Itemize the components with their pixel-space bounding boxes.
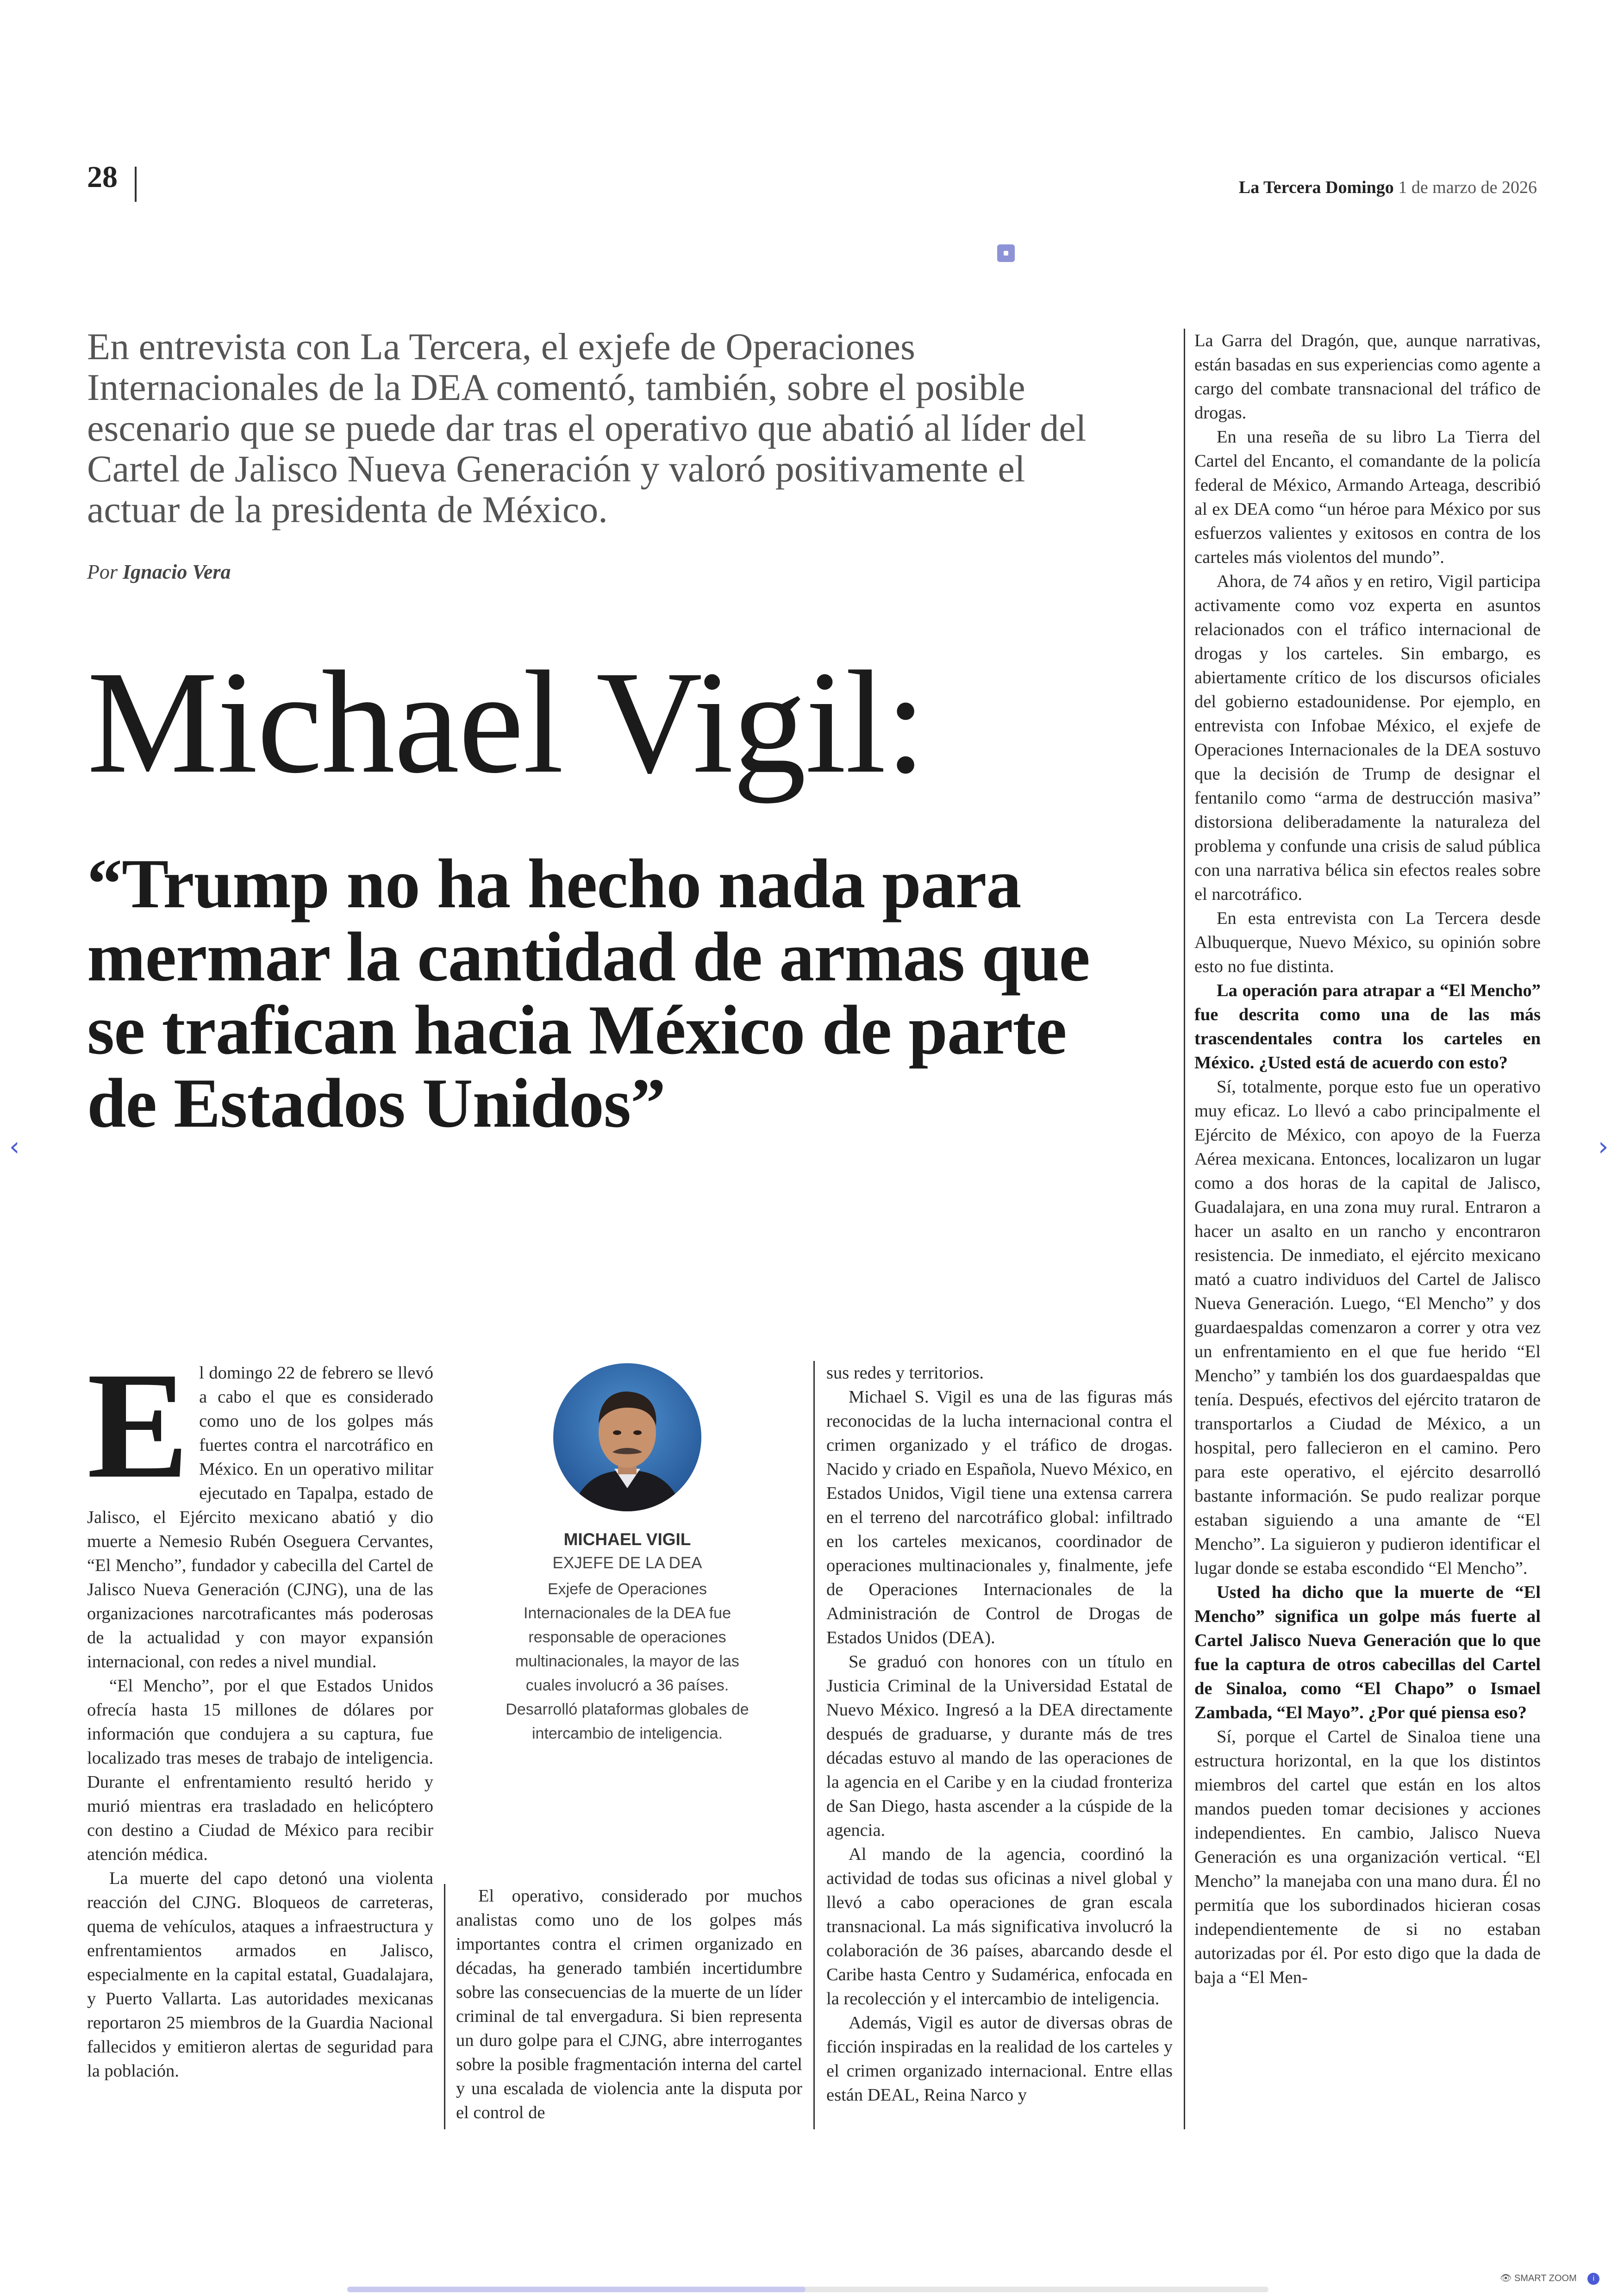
smart-zoom-label: SMART ZOOM — [1514, 2273, 1577, 2283]
eye-icon: 👁 — [1500, 2273, 1512, 2283]
paragraph: Ahora, de 74 años y en retiro, Vigil participa activamente como voz experta en asuntos relacionados con el tráfico internacional de drogas y los carteles. Sin embargo, es abiertamente crítico de los discursos oficiales del gobierno estadounidense. Por ejemplo, en entrevista con Infobae México, el exjefe de Operaciones Internacionales de la DEA sostuvo que la decisión de Trump de designar el fentanilo como “arma de destrucción masiva” distorsiona deliberadamente la naturaleza del problema y confunde una crisis de salud pública con una narrativa bélica sin efectos reales sobre el narcotráfico. — [1194, 572, 1541, 904]
column-divider — [444, 1884, 445, 2129]
headline: Michael Vigil: — [87, 641, 925, 804]
portrait-illustration — [553, 1363, 701, 1511]
paragraph: En una reseña de su libro La Tierra del Cartel del Encanto, el comandante de la policía federal de México, Armando Arteaga, describió al ex DEA como “un héroe para México por sus esfuerzos valientes y exitosos en contra de los carteles más violentos del mundo”. — [1194, 427, 1541, 567]
article-column-3 — [826, 1361, 1173, 2107]
publication-date: 1 de marzo de 2026 — [1398, 178, 1537, 197]
publication-name: La Tercera Domingo — [1238, 178, 1394, 197]
column-divider — [813, 1361, 815, 2129]
paragraph: Al mando de la agencia, coordinó la actividad de todas sus oficinas a nivel global y llevó a cabo operaciones de gran escala transnacional. La más significativa involucró la colaboración de 36 países, abarcando desde el Caribe hasta Centro y Sudamérica, enfocada en la recolección y el intercambio de inteligencia. — [826, 1845, 1173, 2008]
byline-prefix: Por — [87, 561, 118, 583]
info-icon[interactable]: i — [1587, 2273, 1599, 2285]
masthead — [1239, 177, 1537, 198]
interview-question: Usted ha dicho que la muerte de “El Mencho” significa un golpe más fuerte al Cartel Jalisco Nueva Generación que lo que fue la captura de otros cabecillas del Cartel de Sinaloa, como “El Chapo” o Ismael Zambada, “El Mayo”. ¿Por qué piensa eso? — [1194, 1583, 1541, 1722]
paragraph: La Garra del Dragón, que, aunque narrativas, están basadas en sus experiencias como agente a cargo del combate transnacional del tráfico de drogas. — [1194, 331, 1541, 423]
interview-question: La operación para atrapar a “El Mencho” fue descrita como una de las más trascendentales contra los carteles en México. ¿Usted está de acuerdo con esto? — [1194, 981, 1541, 1073]
profile-description: Exjefe de Operaciones Internacionales de la DEA fue responsable de operaciones multinacionales, la mayor de las cuales involucró a 36 países. Desarrolló plataformas globales de intercambio de inteligencia. — [506, 1580, 749, 1742]
byline — [87, 560, 231, 584]
profile-name: MICHAEL VIGIL — [563, 1530, 691, 1549]
page-marker-icon[interactable] — [997, 244, 1015, 262]
paragraph: En esta entrevista con La Tercera desde Albuquerque, Nuevo México, su opinión sobre esto no fue distinta. — [1194, 909, 1541, 976]
chevron-right-icon[interactable]: › — [1598, 1132, 1609, 1162]
interview-answer: Sí, totalmente, porque esto fue un operativo muy eficaz. Lo llevó a cabo principalmente el Ejército de México, con apoyo de la Fuerza Aérea mexicana. Entonces, localizaron un lugar como a dos horas de la capital de Jalisco, Guadalajara, en una zona muy rural. Entraron a hacer un asalto en un rancho y encontraron resistencia. De inmediato, el ejército mexicano mató a cuatro individuos del Cartel de Jalisco Nueva Generación. Luego, “El Mencho” y dos guardaespaldas comenzaron a correr y otra vez un enfrentamiento en el que fue herido “El Mencho” y también los dos guardaespaldas que tenía. Después, efectivos del ejército trataron de transportarlos a Ciudad de México, a un hospital, pero fallecieron en el camino. Pero para este operativo, el ejército desarrolló bastante información. Se pudo realizar porque estaban siguiendo a una amante de “El Mencho”. La siguieron y pudieron identificar el lugar donde se estaba escondido “El Mencho”. — [1194, 1077, 1541, 1578]
smart-zoom-control[interactable] — [1500, 2272, 1599, 2285]
pull-quote-headline: “Trump no ha hecho nada para mermar la cantidad de armas que se trafican hacia México de parte de Estados Unidos” — [87, 845, 1090, 1142]
portrait-photo — [553, 1363, 701, 1511]
paragraph: Se graduó con honores con un título en Justicia Criminal de la Universidad Estatal de Nuevo México. Ingresó a la DEA directamente después de graduarse, y durante más de tres décadas estuvo al mando de las operaciones de la agencia en el Caribe y en la ciudad fronteriza de San Diego, hasta ascender a la cúspide de la agencia. — [826, 1652, 1173, 1840]
interview-answer: Sí, porque el Cartel de Sinaloa tiene una estructura horizontal, en la que los distintos miembros del cartel que están en los altos mandos pueden tomar decisiones y acciones independientes. En cambio, Jalisco Nueva Generación es una organización vertical. “El Mencho” la manejaba con una mano dura. Él no permitía que los subordinados hicieran cosas independientemente de si no estaban autorizadas por él. Por esto digo que la dada de baja a “El Men- — [1194, 1727, 1541, 1987]
page-number-divider — [135, 167, 137, 202]
column-divider — [1184, 329, 1185, 2129]
paragraph: La muerte del capo detonó una violenta reacción del CJNG. Bloqueos de carreteras, quema de vehículos, ataques a infraestructura y enfrentamientos armados en Jalisco, especialmente en la capital estatal, Guadalajara, y Puerto Vallarta. Las autoridades mexicanas reportaron 25 miembros de la Guardia Nacional fallecidos y emitieron alertas de seguridad para la población. — [87, 1869, 433, 2081]
article-lead: En entrevista con La Tercera, el exjefe de Operaciones Internacionales de la DEA comentó, también, sobre el posible escenario que se puede dar tras el operativo que abatió al líder del Cartel de Jalisco Nueva Generación y valoró positivamente el actuar de la presidenta de México. — [87, 325, 1087, 530]
profile-role: EXJEFE DE LA DEA — [552, 1554, 702, 1572]
article-column-2 — [456, 1884, 802, 2125]
page-number: 28 — [87, 160, 118, 194]
paragraph: l domingo 22 de febrero se llevó a cabo el que es considerado como uno de los golpes más fuertes contra el narcotráfico en México. En un operativo militar ejecutado en Tapalpa, estado de Jalisco, el Ejército mexicano abatió y dio muerte a Nemesio Rubén Oseguera Cervantes, “El Mencho”, fundador y cabecilla del Cartel de Jalisco Nueva Generación (CJNG), una de las organizaciones narcotraficantes más poderosas de la actualidad y con mayor expansión internacional, con redes a nivel mundial. — [87, 1363, 433, 1671]
scroll-thumb[interactable] — [347, 2287, 806, 2292]
paragraph: Michael S. Vigil es una de las figuras más reconocidas de la lucha internacional contra el crimen organizado y el tráfico de drogas. Nacido y criado en Española, Nuevo México, en Estados Unidos, Vigil tiene una extensa carrera en el terreno del narcotráfico global: infiltrado en los carteles mexicanos, coordinador de operaciones multinacionales y, finalmente, jefe de Operaciones Internacionales de la Administración de Control de Drogas de Estados Unidos (DEA). — [826, 1387, 1173, 1647]
article-column-1 — [87, 1341, 433, 2083]
paragraph: sus redes y territorios. — [826, 1363, 984, 1383]
chevron-left-icon[interactable]: ‹ — [9, 1132, 20, 1162]
paragraph: “El Mencho”, por el que Estados Unidos ofrecía hasta 15 millones de dólares por información que condujera a su captura, fue localizado tras meses de trabajo de inteligencia. Durante el enfrentamiento resultó herido y murió mientras era trasladado en helicóptero con destino a Ciudad de México para recibir atención médica. — [87, 1676, 433, 1864]
drop-cap: E — [87, 1341, 189, 1510]
paragraph: Además, Vigil es autor de diversas obras de ficción inspiradas en la realidad de los carteles y el crimen organizado internacional. Entre ellas están DEAL, Reina Narco y — [826, 2013, 1173, 2105]
byline-author: Ignacio Vera — [123, 561, 231, 583]
article-column-4 — [1194, 329, 1541, 1989]
paragraph: El operativo, considerado por muchos analistas como uno de los golpes más importantes contra el crimen organizado en décadas, ha generado también incertidumbre sobre las consecuencias de la muerte de un líder criminal de tal envergadura. Si bien representa un duro golpe para el CJNG, abre interrogantes sobre la posible fragmentación interna del cartel y una escalada de violencia ante la disputa por el control de — [456, 1886, 802, 2122]
